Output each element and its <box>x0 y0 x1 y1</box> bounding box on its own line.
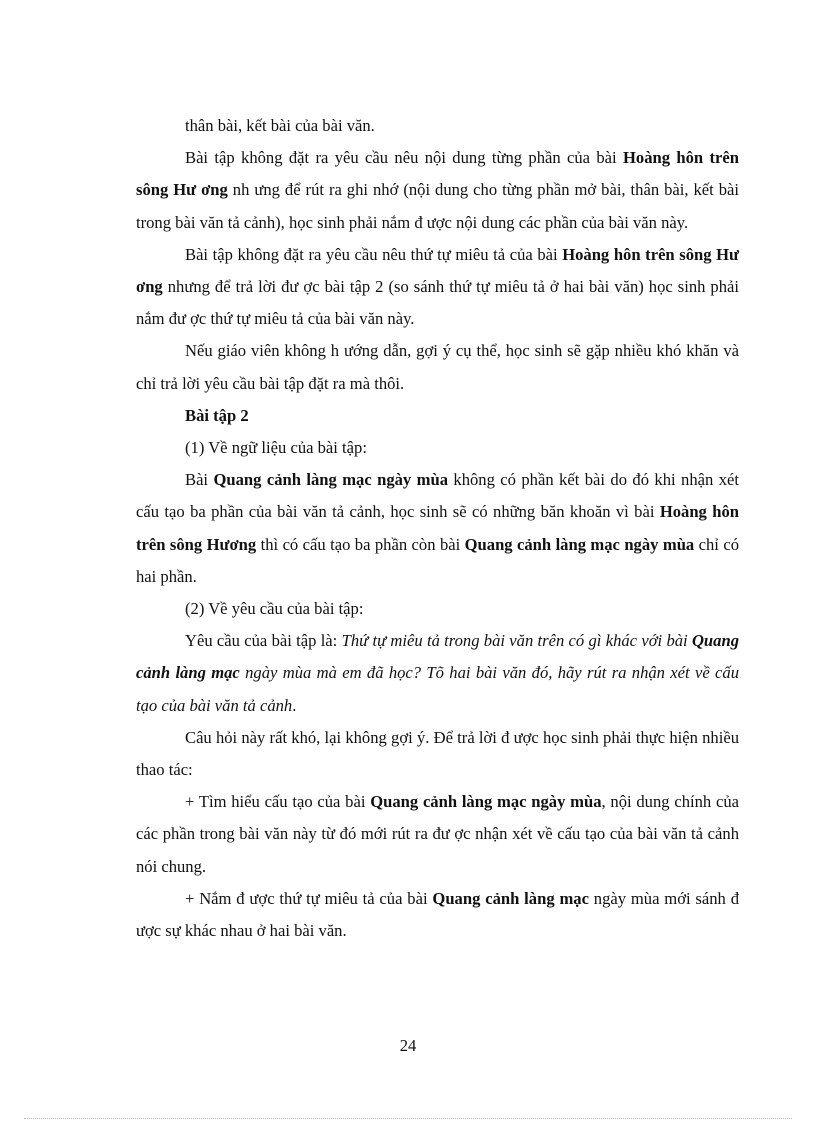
text-run: Bài <box>185 470 214 490</box>
paragraph-8 <box>136 593 739 625</box>
paragraph-6 <box>136 432 739 464</box>
text-run: , nội dung chính của các phần trong bài văn này từ đó mới rút ra đư ợc nhận xét về cấu tạo của bài văn tả cảnh nói chung. <box>136 792 739 876</box>
text-run: Bài tập không đặt ra yêu cầu nêu thứ tự miêu tả của bài <box>185 244 563 264</box>
text-run: chỉ có hai phần. <box>136 534 739 586</box>
paragraph-11 <box>136 786 739 883</box>
text-run: + Tìm hiểu cấu tạo của bài <box>185 792 371 812</box>
text-run: Bài tập không đặt ra yêu cầu nêu nội dung từng phần của bài <box>185 148 624 168</box>
paragraph-2 <box>136 142 739 239</box>
text-run: thân bài, kết bài của bài văn. <box>185 116 375 135</box>
text-run-bold: Quang cảnh làng mạc ngày mùa <box>213 470 448 490</box>
text-run-bold: Quang cảnh làng mạc <box>432 888 589 908</box>
text-run-bold: Quang cảnh làng mạc ngày mùa <box>370 792 602 812</box>
text-run: thì có cấu tạo ba phần còn bài <box>256 534 465 554</box>
text-run: (2) Về yêu cầu của bài tập: <box>185 599 364 619</box>
text-run: Yêu cầu của bài tập là: <box>185 631 342 651</box>
paragraph-1 <box>136 110 739 142</box>
heading-exercise-2 <box>136 400 739 432</box>
text-run-bold: Quang cảnh làng mạc ngày mùa <box>464 534 695 554</box>
text-run-bold: Hoàng hôn trên sông Hư ơng <box>136 244 739 297</box>
text-run: (1) Về ngữ liệu của bài tập: <box>185 438 367 458</box>
text-run-italic: Thứ tự miêu tả trong bài văn trên có gì khác với bài <box>341 631 692 651</box>
paragraph-7 <box>136 464 739 593</box>
text-run: không có phần kết bài do đó khi nhận xét cấu tạo ba phần của bài văn tả cảnh, học sinh sẽ có những băn khoăn vì bài <box>136 470 739 522</box>
text-run: nhưng để trả lời đư ợc bài tập 2 (so sánh thứ tự miêu tả ở hai bài văn) học sinh phải nắm đư ợc thứ tự miêu tả của bài văn này. <box>136 277 739 329</box>
text-run: nh ưng để rút ra ghi nhớ (nội dung cho từng phần mở bài, thân bài, kết bài trong bài văn tả cảnh), học sinh phải nắm đ ược nội dung các phần của bài văn này. <box>136 180 739 232</box>
text-run-bold: Hoàng hôn trên sông Hương <box>136 502 739 554</box>
text-run-italic: ngày mùa mà em đã học? Tõ hai bài văn đó, hãy rút ra nhận xét về cấu tạo của bài văn tả cảnh <box>136 663 740 715</box>
page-number: 24 <box>399 1036 417 1055</box>
text-run: + Nắm đ ược thứ tự miêu tả của bài <box>185 888 433 908</box>
paragraph-4 <box>136 335 739 399</box>
text-run-bold: Hoàng hôn trên sông Hư ơng <box>136 148 739 200</box>
text-run: . <box>292 695 297 715</box>
text-run-bold: Quang cảnh làng mạc <box>136 631 739 683</box>
page-bottom-divider <box>24 1118 792 1119</box>
paragraph-10 <box>136 722 739 786</box>
paragraph-12 <box>136 883 739 947</box>
paragraph-9 <box>136 625 739 722</box>
text-run: Nếu giáo viên không h ướng dẫn, gợi ý cụ thể, học sinh sẽ gặp nhiều khó khăn và chỉ trả lời yêu cầu bài tập đặt ra mà thôi. <box>136 341 739 393</box>
text-run: Câu hỏi này rất khó, lại không gợi ý. Để trả lời đ ược học sinh phải thực hiện nhiều thao tác: <box>136 727 739 780</box>
text-run: ngày mùa mới sánh đ ược sự khác nhau ở hai bài văn. <box>136 888 739 941</box>
paragraph-3 <box>136 239 739 336</box>
text-run-bold: Bài tập 2 <box>185 405 249 425</box>
document-body <box>136 110 739 947</box>
